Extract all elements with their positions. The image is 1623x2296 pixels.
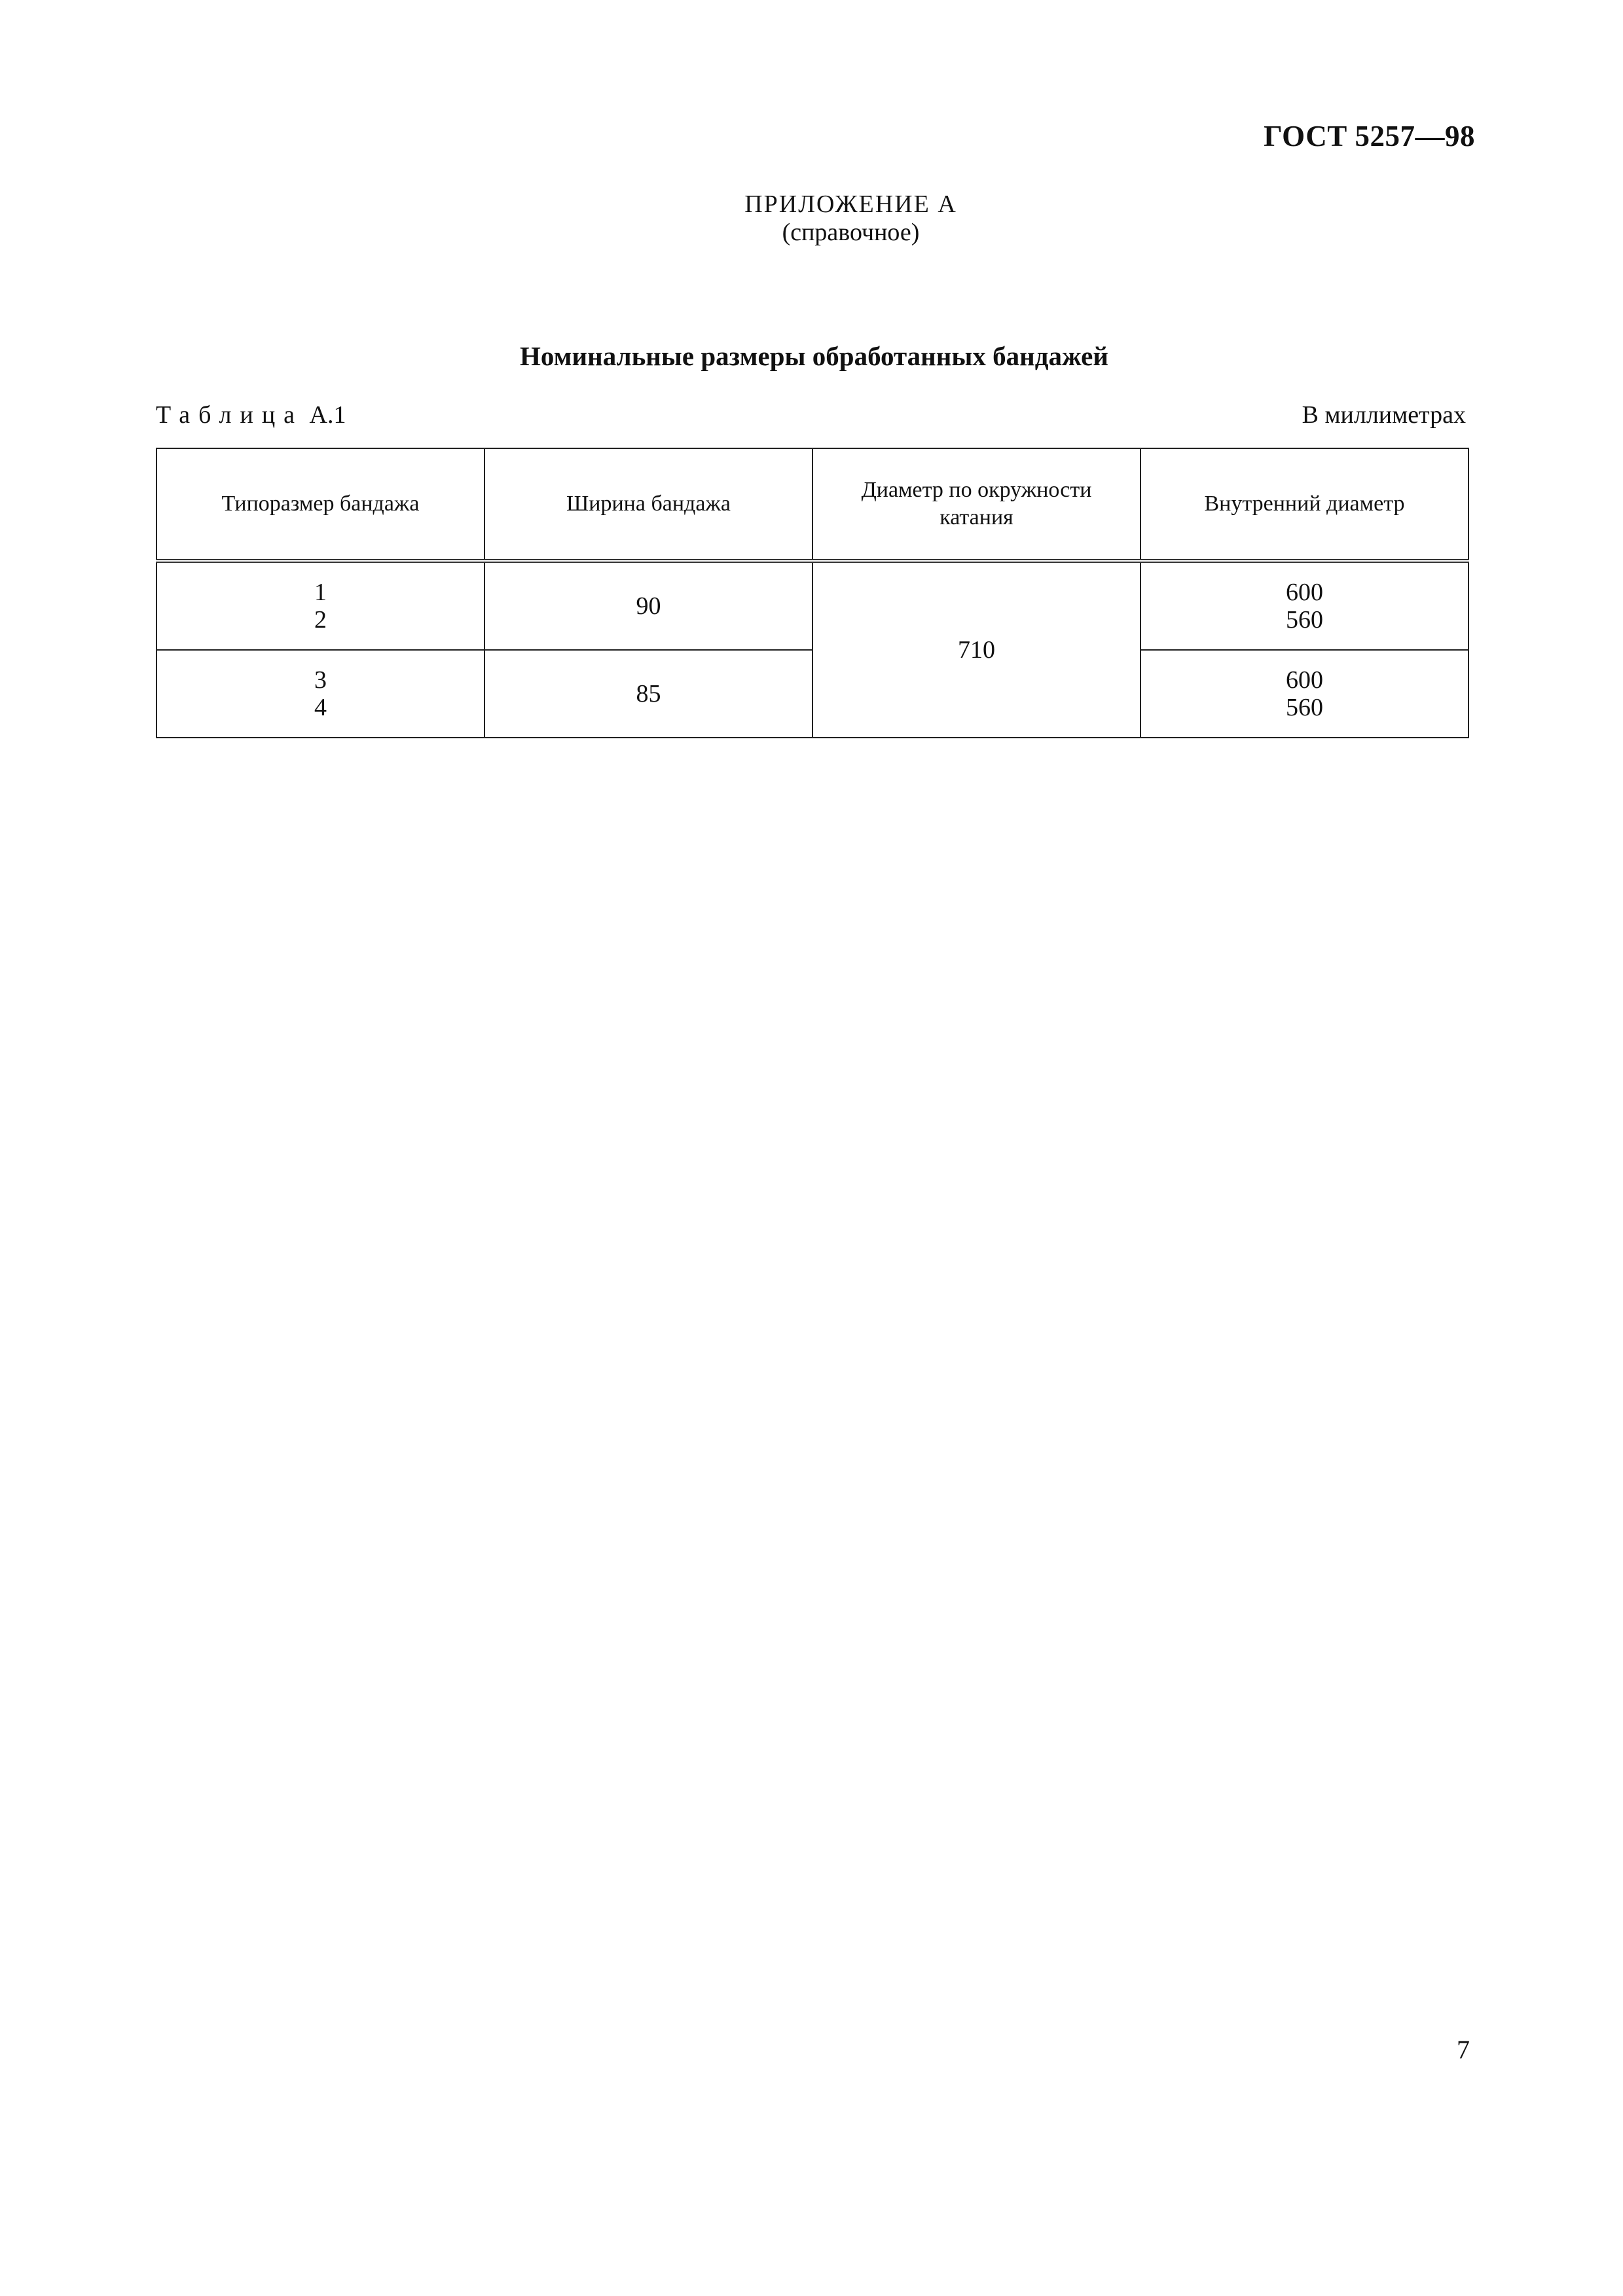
table-header-row bbox=[156, 448, 1468, 561]
dimensions-table bbox=[156, 448, 1469, 738]
inner-diameter-value: 600 bbox=[1286, 579, 1323, 606]
size-cell bbox=[156, 561, 484, 650]
column-header-inner-diameter: Внутренний диаметр bbox=[1140, 448, 1468, 561]
column-header-size: Типоразмер бандажа bbox=[156, 448, 484, 561]
inner-diameter-value: 560 bbox=[1286, 694, 1323, 721]
width-cell: 85 bbox=[484, 650, 812, 738]
table-row bbox=[156, 561, 1468, 650]
table-caption-word: Таблица bbox=[156, 401, 304, 429]
inner-diameter-value: 600 bbox=[1286, 666, 1323, 694]
size-cell bbox=[156, 650, 484, 738]
size-value: 1 bbox=[314, 579, 327, 606]
table-caption-number: А.1 bbox=[309, 401, 346, 429]
size-value: 4 bbox=[314, 694, 327, 721]
column-header-width: Ширина бандажа bbox=[484, 448, 812, 561]
page-number: 7 bbox=[1457, 2035, 1470, 2064]
appendix-title: ПРИЛОЖЕНИЕ А bbox=[744, 190, 957, 218]
size-value: 2 bbox=[314, 606, 327, 634]
units-note: В миллиметрах bbox=[1302, 401, 1466, 429]
section-heading: Номинальные размеры обработанных бандажей bbox=[519, 341, 1109, 371]
width-cell: 90 bbox=[484, 561, 812, 650]
appendix-header bbox=[0, 190, 1623, 246]
document-code: ГОСТ 5257—98 bbox=[1264, 120, 1475, 152]
inner-diameter-value: 560 bbox=[1286, 606, 1323, 634]
column-header-rolling-diameter-text: Диаметр по окружности катания bbox=[861, 478, 1092, 529]
inner-diameter-cell bbox=[1140, 650, 1468, 738]
inner-diameter-cell bbox=[1140, 561, 1468, 650]
size-value: 3 bbox=[314, 666, 327, 694]
column-header-rolling-diameter bbox=[812, 448, 1140, 561]
table-caption bbox=[156, 401, 346, 429]
rolling-diameter-cell: 710 bbox=[812, 561, 1140, 738]
appendix-note: (справочное) bbox=[782, 219, 920, 246]
